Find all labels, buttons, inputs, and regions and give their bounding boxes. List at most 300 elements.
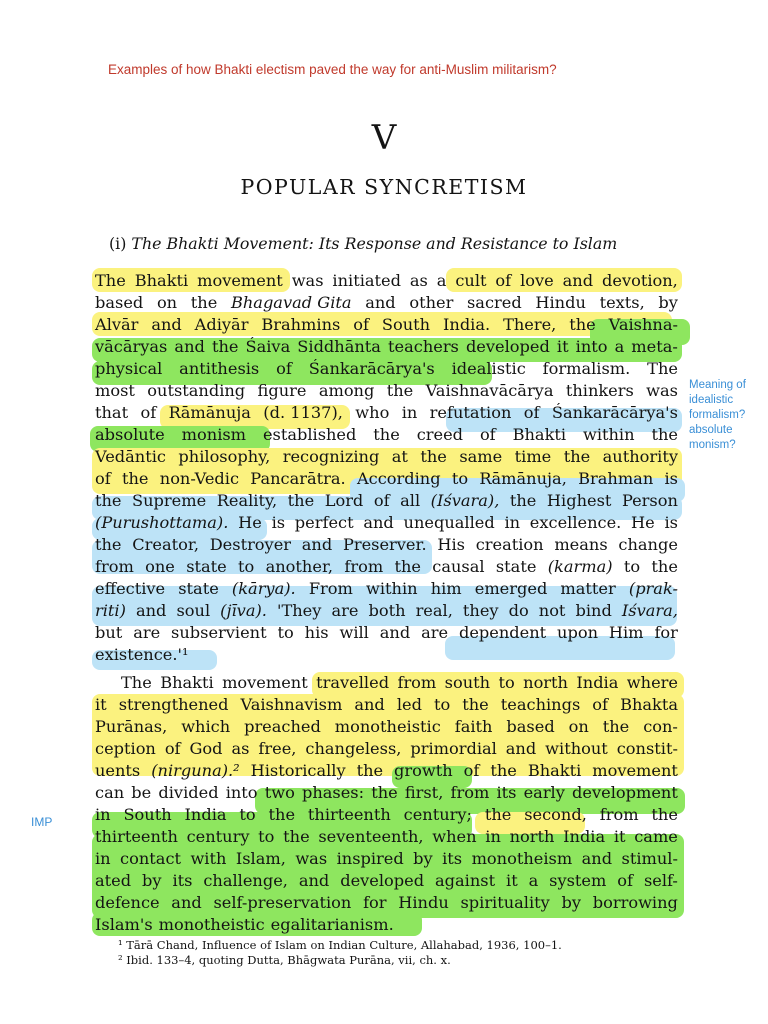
word: his — [304, 623, 329, 642]
word: India. — [443, 315, 491, 334]
word: unequalled — [403, 513, 495, 532]
word: Bhakti — [134, 271, 189, 290]
word: for — [363, 893, 387, 912]
text-line — [95, 644, 678, 666]
word: absolute — [95, 425, 165, 444]
text-line — [95, 716, 678, 738]
word: dependent — [458, 623, 547, 642]
word: the — [509, 491, 537, 510]
word: Vedāntic — [95, 447, 166, 466]
word: teachers — [388, 337, 459, 356]
word: state — [178, 579, 219, 598]
word: most — [95, 381, 135, 400]
word: the — [462, 695, 489, 714]
word: authority — [602, 447, 678, 466]
word: creation — [475, 535, 544, 554]
word: (Purushottama). — [95, 513, 229, 532]
text-line — [95, 914, 678, 936]
word: He — [238, 513, 262, 532]
word: the — [651, 425, 678, 444]
word: and — [298, 871, 330, 890]
word: it — [506, 871, 518, 890]
word: Vaishnavācārya — [425, 381, 554, 400]
section-heading: The Bhakti Movement: Its Response and Resistance to Islam — [131, 234, 618, 253]
text-line — [95, 292, 678, 314]
word: of — [140, 403, 157, 422]
word: (Iśvara), — [430, 491, 500, 510]
text-line — [95, 826, 678, 848]
word: Iśvara, — [621, 601, 678, 620]
word: Siddhānta — [297, 337, 381, 356]
word: against — [435, 871, 496, 890]
word: faith — [454, 717, 493, 736]
word: seventeenth, — [318, 827, 424, 846]
word: matter — [560, 579, 616, 598]
word: thirteenth — [307, 805, 391, 824]
word: to — [239, 805, 256, 824]
word: philosophy, — [178, 447, 271, 466]
word: north — [509, 827, 555, 846]
word: and — [562, 271, 594, 290]
word: free, — [258, 739, 297, 758]
word: it — [613, 827, 626, 846]
word: changeless, — [305, 739, 402, 758]
text-line — [95, 760, 678, 782]
word: be — [131, 783, 152, 802]
section-title — [109, 233, 679, 255]
word: which — [181, 717, 231, 736]
word: its — [172, 871, 193, 890]
word: within — [366, 579, 418, 598]
word: first, — [404, 783, 444, 802]
word: the — [268, 805, 296, 824]
text-line — [95, 892, 678, 914]
word: Islam, — [235, 849, 286, 868]
word: phases: — [301, 783, 365, 802]
word: in — [401, 403, 418, 422]
word: devotion, — [602, 271, 678, 290]
word: another, — [265, 557, 334, 576]
word: perfect — [294, 513, 354, 532]
word: Śankarācārya's — [308, 359, 435, 378]
word: the — [394, 557, 421, 576]
word: the — [122, 469, 149, 488]
word: its — [442, 849, 463, 868]
text-line — [95, 694, 678, 716]
word: a — [614, 337, 625, 356]
word: of — [523, 403, 540, 422]
text-line — [95, 738, 678, 760]
word: riti) — [95, 601, 126, 620]
word: the — [190, 293, 218, 312]
word: South — [123, 805, 172, 824]
word: thinkers — [565, 381, 634, 400]
word: monotheism — [471, 849, 573, 868]
word: the — [651, 557, 678, 576]
word: Creator, — [132, 535, 199, 554]
word: century — [186, 827, 250, 846]
text-line — [95, 870, 678, 892]
word: and — [581, 849, 613, 868]
word: they — [462, 601, 499, 620]
word: ception — [95, 739, 156, 758]
margin-note-right: Meaning of idealistic formalism? absolute monism? — [689, 379, 746, 451]
word: with — [190, 849, 227, 868]
word: Person — [621, 491, 678, 510]
word: self-preservation — [213, 893, 352, 912]
word: Alvār — [95, 315, 139, 334]
word: physical — [95, 359, 163, 378]
text-line — [95, 600, 678, 622]
word: and — [171, 893, 202, 912]
text-line — [95, 446, 678, 468]
word: From — [308, 579, 353, 598]
word: but — [95, 623, 123, 642]
word: strengthened — [118, 695, 229, 714]
word: inspired — [336, 849, 404, 868]
text-line — [95, 314, 678, 336]
word: the — [95, 535, 122, 554]
word: south — [444, 673, 491, 692]
word: by — [142, 871, 162, 890]
word: causal — [432, 557, 485, 576]
text-line — [95, 848, 678, 870]
word: Highest — [546, 491, 612, 510]
word: in — [95, 849, 111, 868]
word: in — [95, 805, 111, 824]
word: led — [396, 695, 422, 714]
word: Him — [608, 623, 644, 642]
word: on — [568, 717, 589, 736]
word: of — [463, 761, 480, 780]
word: Pancarātra. — [250, 469, 346, 488]
paragraph-2 — [95, 672, 678, 936]
word: (kārya). — [231, 579, 296, 598]
word: to — [623, 557, 641, 576]
word: second, — [524, 805, 587, 824]
word: and — [174, 337, 205, 356]
word: formalism. — [542, 359, 631, 378]
word: challenge, — [203, 871, 288, 890]
word: for — [654, 623, 678, 642]
word: and — [354, 695, 385, 714]
word: to — [451, 469, 469, 488]
word: Bhakti — [512, 425, 567, 444]
word: idealistic — [451, 359, 526, 378]
text-line — [95, 358, 678, 380]
word: of — [495, 271, 512, 290]
word: the — [371, 783, 398, 802]
word: Islam's — [95, 915, 153, 934]
word: primordial — [410, 739, 497, 758]
word: sacred — [467, 293, 522, 312]
word: the — [490, 761, 517, 780]
word: Historically — [250, 761, 346, 780]
word: borrowing — [592, 893, 678, 912]
word: state — [495, 557, 537, 576]
word: stimul- — [621, 849, 678, 868]
word: uents — [95, 761, 141, 780]
word: from — [397, 673, 437, 692]
word: outstanding — [147, 381, 246, 400]
word: thirteenth — [95, 827, 178, 846]
paragraph-1 — [95, 270, 678, 666]
footnotes — [118, 938, 698, 968]
word: Bhagavad Gita — [230, 293, 352, 312]
word: Bhakti — [527, 761, 582, 780]
word: and — [365, 293, 396, 312]
word: the — [602, 717, 630, 736]
word: into — [225, 783, 258, 802]
word: was — [295, 849, 328, 868]
word: According — [356, 469, 441, 488]
footnote-2: ² Ibid. 133–4, quoting Dutta, Bhāgwata Purāna, vii, ch. x. — [118, 953, 451, 967]
word: was — [291, 271, 324, 290]
word: of — [617, 871, 634, 890]
text-line — [95, 402, 678, 424]
word: system — [549, 871, 607, 890]
word: initiated — [332, 271, 401, 290]
word: without — [545, 739, 608, 758]
word: contact — [120, 849, 182, 868]
word: the — [95, 491, 122, 510]
word: by — [413, 849, 433, 868]
word: creed — [416, 425, 464, 444]
word: and — [363, 513, 394, 532]
word: The — [95, 271, 126, 290]
word: India — [563, 827, 606, 846]
word: and — [505, 739, 537, 758]
word: of — [592, 695, 609, 714]
word: of — [95, 469, 111, 488]
word: the — [287, 491, 315, 510]
word: Hindu — [398, 893, 449, 912]
text-line — [95, 534, 678, 556]
word: Bhakta — [620, 695, 678, 714]
word: preached — [244, 717, 321, 736]
text-line — [95, 424, 678, 446]
word: monotheistic — [334, 717, 441, 736]
text-line — [95, 512, 678, 534]
word: developed — [340, 871, 425, 890]
word: defence — [95, 893, 160, 912]
word: who — [355, 403, 390, 422]
word: growth — [394, 761, 453, 780]
word: of — [353, 315, 369, 334]
word: (prak- — [628, 579, 678, 598]
word: two — [264, 783, 295, 802]
word: Rāmānuja, — [479, 469, 567, 488]
text-line — [95, 782, 678, 804]
word: Vaishnavism — [240, 695, 343, 714]
word: excellence. — [529, 513, 622, 532]
word: effective — [95, 579, 166, 598]
word: are — [133, 623, 161, 642]
word: is — [271, 513, 286, 532]
word: His — [437, 535, 465, 554]
word: of — [276, 359, 292, 378]
word: The — [121, 673, 152, 692]
word: was — [646, 381, 678, 400]
word: movement — [222, 673, 308, 692]
word: Purānas, — [95, 717, 168, 736]
word: (nirguna).² — [151, 761, 240, 780]
word: soul — [176, 601, 211, 620]
word: Rāmānuja — [168, 403, 251, 422]
word: There, — [503, 315, 557, 334]
word: and — [151, 315, 182, 334]
word: and — [301, 535, 333, 554]
word: from — [599, 805, 639, 824]
word: divided — [158, 783, 219, 802]
word: Brahmins — [261, 315, 341, 334]
word: by — [561, 893, 582, 912]
word: Śaiva — [245, 337, 291, 356]
word: Adiyār — [194, 315, 249, 334]
word: the — [373, 425, 400, 444]
word: (d. 1137), — [263, 403, 343, 422]
word: from — [95, 557, 134, 576]
word: Śankarācārya's — [551, 403, 678, 422]
word: monotheistic — [158, 915, 265, 934]
section-label: (i) — [109, 234, 127, 253]
word: by — [658, 293, 678, 312]
word: Vaishna- — [608, 315, 678, 334]
word: He — [631, 513, 655, 532]
word: the — [386, 381, 414, 400]
word: when — [432, 827, 477, 846]
word: state — [186, 557, 227, 576]
word: travelled — [316, 673, 390, 692]
text-line — [95, 380, 678, 402]
word: spirituality — [460, 893, 550, 912]
word: to — [498, 673, 515, 692]
word: will — [339, 623, 369, 642]
word: within — [582, 425, 635, 444]
word: vācāryas — [95, 337, 168, 356]
word: is — [664, 469, 678, 488]
word: (jīva). — [220, 601, 267, 620]
word: to — [277, 623, 294, 642]
word: the — [569, 315, 596, 334]
word: on — [156, 293, 178, 312]
text-line — [95, 490, 678, 512]
word: Reality, — [216, 491, 278, 510]
word: same — [459, 447, 503, 466]
word: movement — [592, 761, 678, 780]
word: of — [479, 425, 496, 444]
word: self- — [643, 871, 678, 890]
word: subservient — [171, 623, 267, 642]
word: him — [430, 579, 462, 598]
word: change — [618, 535, 678, 554]
word: to — [258, 827, 275, 846]
word: monism — [181, 425, 247, 444]
word: figure — [257, 381, 307, 400]
word: constit- — [616, 739, 678, 758]
word: texts, — [599, 293, 645, 312]
word: (karma) — [547, 557, 613, 576]
word: its — [496, 783, 517, 802]
word: not — [538, 601, 566, 620]
word: the — [651, 805, 678, 824]
word: Brahman — [578, 469, 654, 488]
word: recognizing — [282, 447, 380, 466]
word: at — [391, 447, 408, 466]
word: meta- — [631, 337, 678, 356]
word: in — [504, 513, 521, 532]
word: the — [283, 827, 310, 846]
word: ated — [95, 871, 132, 890]
word: one — [145, 557, 175, 576]
word: India — [184, 805, 227, 824]
word: to — [238, 557, 255, 576]
word: a — [436, 271, 447, 290]
word: into — [575, 337, 608, 356]
word: God — [189, 739, 223, 758]
word: based — [95, 293, 144, 312]
word: the — [211, 337, 239, 356]
word: con- — [643, 717, 678, 736]
annotation-question: Examples of how Bhakti electism paved the way for anti-Muslim militarism? — [108, 62, 557, 77]
chapter-title: POPULAR SYNCRETISM — [240, 175, 528, 199]
word: Supreme — [132, 491, 207, 510]
word: Lord — [324, 491, 364, 510]
word: means — [554, 535, 608, 554]
word: movement — [197, 271, 283, 290]
word: development — [572, 783, 678, 802]
word: do — [508, 601, 529, 620]
word: north — [523, 673, 568, 692]
word: early — [523, 783, 565, 802]
word: from — [450, 783, 490, 802]
text-line — [95, 336, 678, 358]
text-line — [95, 556, 678, 578]
word: and — [135, 601, 167, 620]
word: of — [164, 739, 181, 758]
text-line — [95, 270, 678, 292]
word: egalitarianism. — [270, 915, 394, 934]
word: are — [331, 601, 359, 620]
margin-note-imp: IMP — [31, 815, 53, 829]
word: of — [373, 491, 390, 510]
footnote-1: ¹ Tārā Chand, Influence of Islam on Indian Culture, Allahabad, 1936, 100–1. — [118, 938, 562, 952]
word: it — [556, 337, 569, 356]
text-line — [95, 622, 678, 644]
word: among — [318, 381, 375, 400]
word: non-Vedic — [159, 469, 240, 488]
word: established — [262, 425, 357, 444]
word: bind — [575, 601, 612, 620]
word: The — [647, 359, 678, 378]
word: in — [485, 827, 501, 846]
word: based — [506, 717, 555, 736]
word: Destroyer — [209, 535, 292, 554]
word: developed — [465, 337, 550, 356]
word: it — [95, 695, 107, 714]
word: are — [421, 623, 449, 642]
word: from — [344, 557, 384, 576]
word: the — [484, 805, 512, 824]
text-line — [95, 804, 678, 826]
word: where — [626, 673, 678, 692]
word: time — [514, 447, 552, 466]
word: the — [563, 447, 591, 466]
word: Hindu — [535, 293, 586, 312]
word: upon — [557, 623, 598, 642]
word: as — [231, 739, 250, 758]
word: and — [379, 623, 411, 642]
